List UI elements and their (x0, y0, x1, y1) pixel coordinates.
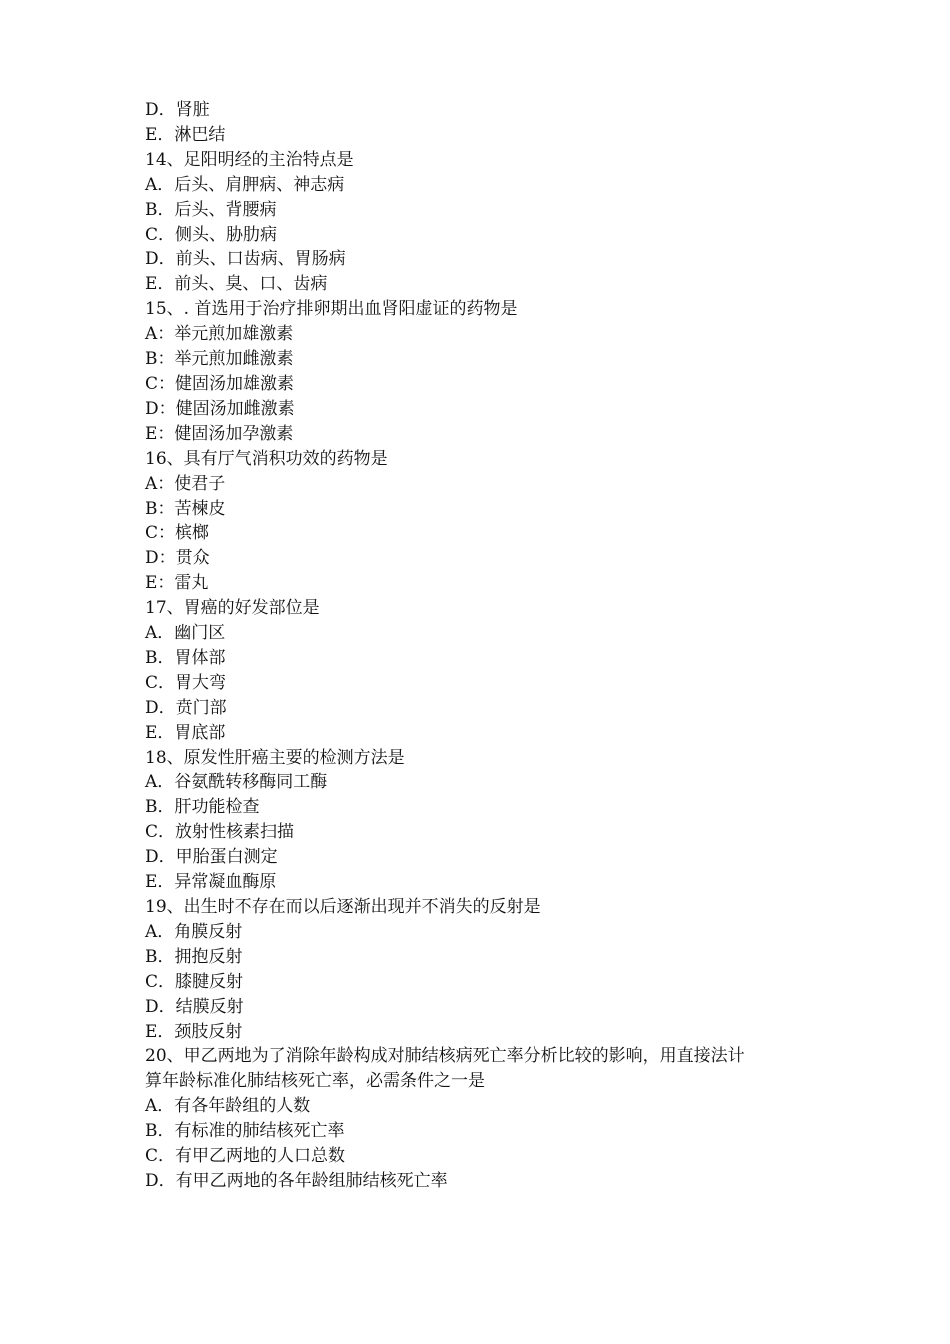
q16-option-a: A：使君子 (145, 473, 226, 494)
q17-option-e: E．胃底部 (145, 722, 226, 743)
q14-option-e: E．前头、臭、口、齿病 (145, 274, 328, 295)
question-14: 14、足阳明经的主治特点是 (145, 149, 354, 170)
option-e-lymph-node: E．淋巴结 (145, 124, 226, 145)
option-d-kidney: D．肾脏 (145, 100, 210, 120)
exam-text-body (145, 98, 825, 1194)
q18-option-d: D．甲胎蛋白测定 (145, 847, 278, 868)
q19-option-a: A．角膜反射 (145, 921, 243, 942)
q15-option-b: B：举元煎加雌激素 (145, 349, 294, 370)
q18-option-c: C．放射性核素扫描 (145, 822, 295, 843)
q20-option-d: D．有甲乙两地的各年龄组肺结核死亡率 (145, 1170, 448, 1191)
q18-option-b: B．肝功能检查 (145, 797, 260, 818)
question-20-part-2: 算年龄标准化肺结核死亡率，必需条件之一是 (145, 1071, 485, 1092)
question-18: 18、原发性肝癌主要的检测方法是 (145, 747, 405, 768)
question-17: 17、胃癌的好发部位是 (145, 598, 320, 619)
question-16: 16、具有厅气消积功效的药物是 (145, 448, 388, 469)
q19-option-b: B．拥抱反射 (145, 946, 243, 967)
q19-option-e: E．颈肢反射 (145, 1021, 243, 1042)
question-19: 19、出生时不存在而以后逐渐出现并不消失的反射是 (145, 897, 541, 917)
q15-option-d: D：健固汤加雌激素 (145, 398, 295, 419)
q17-option-a: A．幽门区 (145, 623, 226, 644)
q20-option-c: C．有甲乙两地的人口总数 (145, 1146, 346, 1167)
question-20-part-1: 20、甲乙两地为了消除年龄构成对肺结核病死亡率分析比较的影响，用直接法计 (145, 1046, 745, 1067)
q19-option-c: C．膝腱反射 (145, 971, 244, 992)
q20-option-a: A．有各年龄组的人数 (145, 1096, 311, 1117)
q16-option-e: E：雷丸 (145, 573, 209, 594)
q14-option-a: A．后头、肩胛病、神志病 (145, 174, 345, 195)
q14-option-d: D．前头、口齿病、胃肠病 (145, 249, 346, 270)
q17-option-b: B．胃体部 (145, 647, 226, 668)
q14-option-b: B．后头、背腰病 (145, 199, 277, 220)
q18-option-e: E．异常凝血酶原 (145, 872, 277, 893)
q17-option-c: C．胃大弯 (145, 672, 227, 693)
q17-option-d: D．贲门部 (145, 697, 227, 718)
question-15: 15、. 首选用于治疗排卵期出血肾阳虚证的药物是 (145, 299, 518, 320)
q15-option-c: C：健固汤加雄激素 (145, 373, 295, 394)
q16-option-d: D：贯众 (145, 548, 210, 569)
q15-option-e: E：健固汤加孕激素 (145, 423, 294, 444)
q20-option-b: B．有标准的肺结核死亡率 (145, 1121, 345, 1142)
q16-option-b: B：苦楝皮 (145, 498, 226, 519)
q18-option-a: A．谷氨酰转移酶同工酶 (145, 772, 328, 793)
q16-option-c: C：槟榔 (145, 523, 210, 544)
q14-option-c: C．侧头、胁肋病 (145, 224, 278, 245)
q19-option-d: D．结膜反射 (145, 996, 244, 1017)
q15-option-a: A：举元煎加雄激素 (145, 324, 294, 345)
